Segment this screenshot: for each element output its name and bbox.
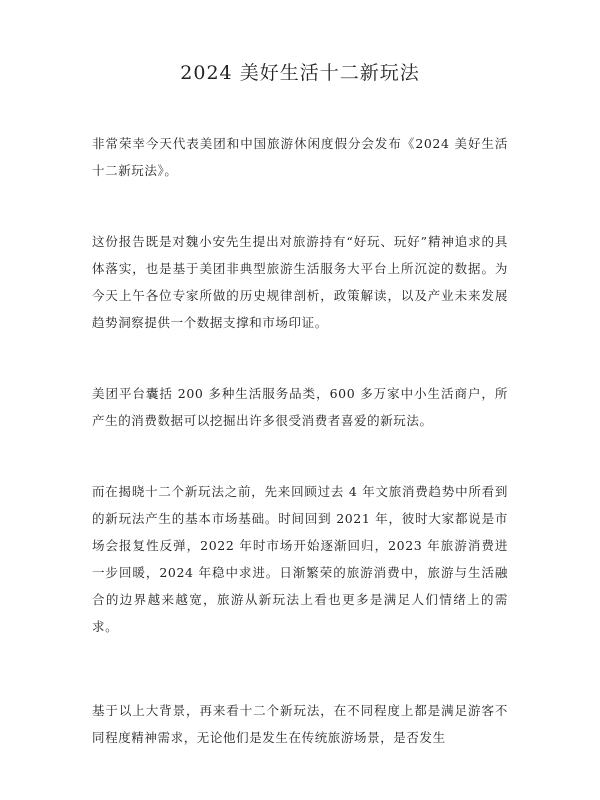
paragraph-twelve-trends: 基于以上大背景，再来看十二个新玩法，在不同程度上都是满足游客不同程度精神需求，无论他们是发生在传统旅游场景，是否发生 bbox=[92, 703, 508, 745]
paragraph-report-basis: 这份报告既是对魏小安先生提出对旅游持有“好玩、玩好”精神追求的具体落实，也是基于美团非典型旅游生活服务大平台上所沉淀的数据。为今天上午各位专家所做的历史规律剖析，政策解读，以及产业未来发展趋势洞察提供一个数据支撑和市场印证。 bbox=[92, 234, 508, 330]
paragraph-market-review: 而在揭晓十二个新玩法之前，先来回顾过去 4 年文旅消费趋势中所看到的新玩法产生的基本市场基础。时间回到 2021 年，彼时大家都说是市场会报复性反弹，2022 年时市场开始逐渐回归，2023 年旅游消费进一步回暖，2024 年稳中求进。日渐繁荣的旅游消费中，旅游与生活融合的边界越来越宽，旅游从新玩法上看也更多是满足人们情绪上的需求。 bbox=[92, 484, 508, 634]
document-title: 2024 美好生活十二新玩法 bbox=[180, 62, 420, 84]
paragraph-intro: 非常荣幸今天代表美团和中国旅游休闲度假分会发布《2024 美好生活十二新玩法》。 bbox=[92, 136, 508, 178]
paragraph-platform-scope: 美团平台囊括 200 多种生活服务品类，600 多万家中小生活商户，所产生的消费数据可以挖掘出许多很受消费者喜爱的新玩法。 bbox=[92, 386, 508, 428]
